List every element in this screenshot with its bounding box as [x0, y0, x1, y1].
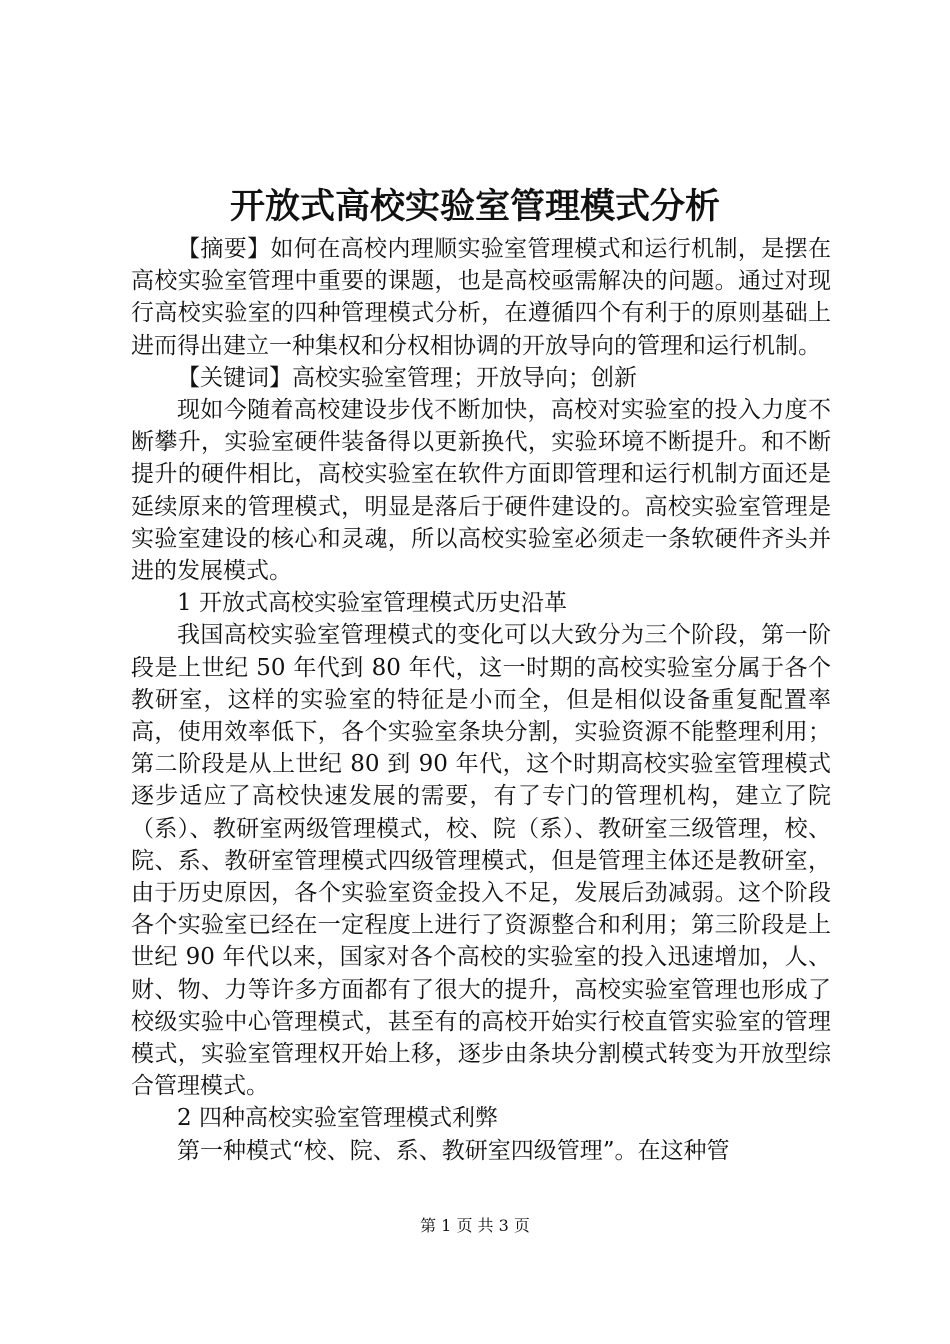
document-title: 开放式高校实验室管理模式分析	[229, 186, 720, 227]
keywords-paragraph: 【关键词】高校实验室管理；开放导向；创新	[177, 364, 637, 391]
model-paragraph: 第一种模式“校、院、系、教研室四级管理”。在这种管	[177, 1137, 730, 1164]
page-footer: 第 1 页 共 3 页	[420, 1216, 530, 1235]
section-heading-1: 1 开放式高校实验室管理模式历史沿革	[177, 590, 567, 617]
document-body	[131, 233, 831, 1167]
history-paragraph: 我国高校实验室管理模式的变化可以大致分为三个阶段，第一阶段是上世纪 50 年代到 80 年代，这一时期的高校实验室分属于各个教研室，这样的实验室的特征是小而全，但是相似设备重复配置率高，使用效率低下，各个实验室条块分割，实验资源不能整理利用；第二阶段是从上世纪 80 到 90 年代，这个时期高校实验室管理模式逐步适应了高校快速发展的需要，有了专门的管理机构，建立了院（系）、教研室两级管理模式，校、院（系）、教研室三级管理，校、院、系、教研室管理模式四级管理模式，但是管理主体还是教研室，由于历史原因，各个实验室资金投入不足，发展后劲减弱。这个阶段各个实验室已经在一定程度上进行了资源整合和利用；第三阶段是上世纪 90 年代以来，国家对各个高校的实验室的投入迅速增加，人、财、物、力等许多方面都有了很大的提升，高校实验室管理也形成了校级实验中心管理模式，甚至有的高校开始实行校直管实验室的管理模式，实验室管理权开始上移，逐步由条块分割模式转变为开放型综合管理模式。	[131, 622, 831, 1100]
abstract-paragraph: 【摘要】如何在高校内理顺实验室管理模式和运行机制，是摆在高校实验室管理中重要的课题，也是高校亟需解决的问题。通过对现行高校实验室的四种管理模式分析，在遵循四个有利于的原则基础上进而得出建立一种集权和分权相协调的开放导向的管理和运行机制。	[131, 236, 831, 359]
section-heading-2: 2 四种高校实验室管理模式利弊	[177, 1105, 498, 1132]
intro-paragraph: 现如今随着高校建设步伐不断加快，高校对实验室的投入力度不断攀升，实验室硬件装备得以更新换代，实验环境不断提升。和不断提升的硬件相比，高校实验室在软件方面即管理和运行机制方面还是延续原来的管理模式，明显是落后于硬件建设的。高校实验室管理是实验室建设的核心和灵魂，所以高校实验室必须走一条软硬件齐头并进的发展模式。	[131, 397, 831, 585]
